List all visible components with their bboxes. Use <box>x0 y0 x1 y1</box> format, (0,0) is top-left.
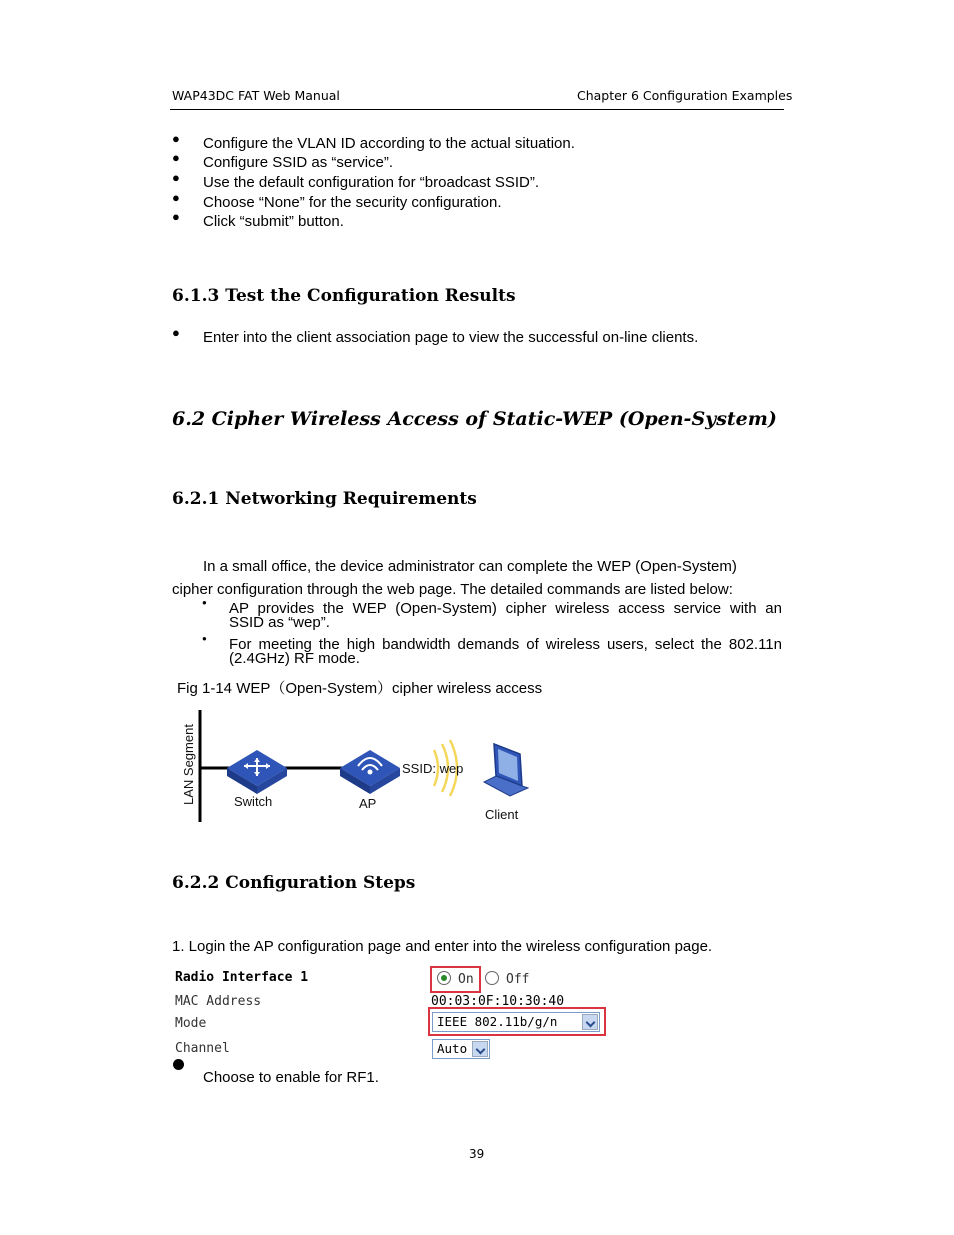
on-radio-label: On <box>458 972 474 987</box>
access-point-icon <box>340 750 400 794</box>
mode-label: Mode <box>175 1016 207 1031</box>
lan-segment-label: LAN Segment <box>181 724 196 805</box>
header-right: Chapter 6 Configuration Examples <box>577 88 793 103</box>
bullet-dot <box>173 1059 184 1070</box>
section-title-6-2: 6.2 Cipher Wireless Access of Static-WEP (Open-System) <box>172 408 777 430</box>
mode-select[interactable] <box>432 1012 600 1032</box>
bullet-dot: ● <box>172 150 180 165</box>
channel-select-value: Auto <box>437 1041 468 1056</box>
bullet-dot: ● <box>202 634 207 643</box>
list-item: Enter into the client association page to view the successful on-line clients. <box>203 329 699 346</box>
note-text: Choose to enable for RF1. <box>203 1069 379 1086</box>
section-title-6-2-2: 6.2.2 Configuration Steps <box>172 873 416 893</box>
bullet-dot: ● <box>172 325 180 340</box>
sub-bullet-1 <box>229 602 782 629</box>
page-number: 39 <box>469 1147 485 1161</box>
mac-address-value: 00:03:0F:10:30:40 <box>431 994 565 1009</box>
paragraph-line: In a small office, the device administrator can complete the WEP (Open-System) <box>203 558 737 575</box>
header-left: WAP43DC FAT Web Manual <box>172 88 340 103</box>
network-diagram <box>172 700 552 830</box>
client-laptop-icon <box>484 744 528 796</box>
list-item: Click “submit” button. <box>203 213 344 230</box>
channel-label: Channel <box>175 1041 230 1056</box>
on-radio[interactable] <box>437 971 451 985</box>
chevron-down-icon[interactable] <box>472 1041 488 1057</box>
list-item: Use the default configuration for “broadcast SSID”. <box>203 174 540 191</box>
bullet-dot: ● <box>172 170 180 185</box>
sub-bullet-2 <box>229 638 782 665</box>
section-title-6-1-3: 6.1.3 Test the Configuration Results <box>172 286 516 306</box>
channel-select[interactable] <box>432 1039 490 1059</box>
off-radio-label: Off <box>506 972 530 987</box>
step-1-text: 1. Login the AP configuration page and enter into the wireless configuration page. <box>172 938 713 955</box>
sub-bullet-line: For meeting the high bandwidth demands of wireless users, select the 802.11n <box>229 638 782 652</box>
list-item: Choose “None” for the security configuration. <box>203 194 502 211</box>
ssid-label: SSID: wep <box>402 761 464 776</box>
paragraph-line: cipher configuration through the web page. The detailed commands are listed below: <box>172 581 733 598</box>
chevron-down-icon[interactable] <box>582 1014 598 1030</box>
sub-bullet-line: AP provides the WEP (Open-System) cipher wireless access service with an <box>229 602 782 616</box>
bullet-dot: ● <box>172 190 180 205</box>
list-item: Configure the VLAN ID according to the actual situation. <box>203 135 575 152</box>
ap-label: AP <box>359 796 377 811</box>
bullet-dot: ● <box>172 131 180 146</box>
switch-label: Switch <box>234 794 273 809</box>
radio-interface-label: Radio Interface 1 <box>175 970 309 985</box>
header-rule <box>170 109 784 110</box>
figure-caption: Fig 1-14 WEP（Open-System）cipher wireless access <box>177 680 543 697</box>
switch-icon <box>227 750 287 794</box>
sub-bullet-line: SSID as “wep”. <box>229 614 330 631</box>
section-title-6-2-1: 6.2.1 Networking Requirements <box>172 489 477 509</box>
sub-bullet-line: (2.4GHz) RF mode. <box>229 650 360 667</box>
off-radio[interactable] <box>485 971 499 985</box>
bullet-dot: ● <box>172 209 180 224</box>
bullet-dot: ● <box>202 598 207 607</box>
mode-select-value: IEEE 802.11b/g/n <box>437 1014 558 1029</box>
mac-address-label: MAC Address <box>175 994 262 1009</box>
list-item: Configure SSID as “service”. <box>203 154 394 171</box>
client-label: Client <box>485 807 519 822</box>
